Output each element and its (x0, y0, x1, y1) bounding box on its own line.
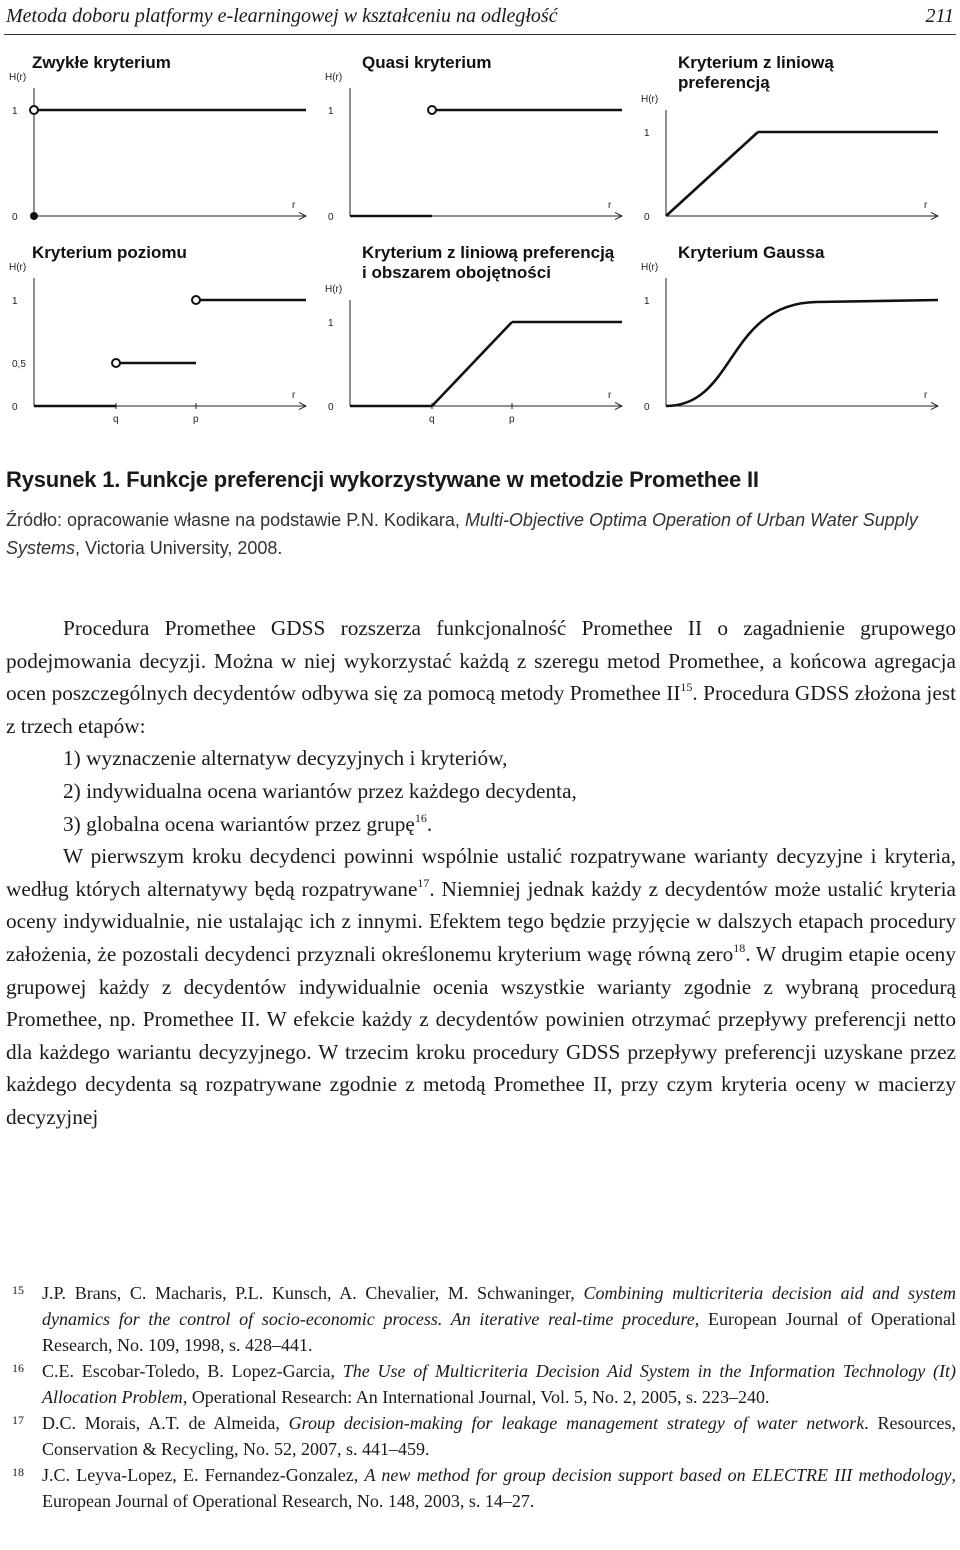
figure-panel (9, 53, 306, 223)
x-axis-label: r (608, 200, 612, 211)
source-prefix: Źródło: opracowanie własne na podstawie P.N. Kodikara, (6, 510, 465, 530)
footnote-text: . Resources, Conservation & Recycling, No. 52, 2007, s. 441–459. (42, 1413, 957, 1459)
figure-panel (641, 53, 938, 223)
footnotes (6, 1280, 956, 1514)
y-axis-label: H(r) (9, 72, 27, 83)
figure-source (6, 506, 956, 562)
paragraph-2 (6, 840, 956, 1133)
footnote-ref-17[interactable]: 17 (417, 875, 430, 890)
panel-title: Kryterium z liniową (678, 53, 834, 72)
y-tick-label: 0 (328, 402, 334, 413)
list-item: 2) indywidualna ocena wariantów przez każdego decydenta, (63, 778, 577, 803)
panel-title: Kryterium z liniową preferencją (362, 243, 615, 262)
y-tick-label: 0 (12, 212, 18, 223)
running-head (6, 4, 954, 28)
x-axis-label: r (608, 390, 612, 401)
y-tick-label: 1 (12, 106, 18, 117)
x-axis-label: r (292, 390, 296, 401)
panel-title: Kryterium poziomu (32, 243, 187, 262)
figure-caption: Rysunek 1. Funkcje preferencji wykorzystywane w metodzie Promethee II (6, 467, 759, 492)
figure-panel (641, 243, 938, 413)
footnote-text: J.P. Brans, C. Macharis, P.L. Kunsch, A. Chevalier, M. Schwaninger, (42, 1283, 584, 1303)
paragraph-2-text-a: W pierwszym kroku decydenci powinni wspólnie ustalić rozpatrywane warianty decyzyjne i kryteria, według których alternatywy będą rozpatrywane (6, 844, 956, 901)
footnote-number: 16 (12, 1361, 24, 1375)
y-tick-label: 1 (644, 128, 650, 139)
y-tick-label: 1 (328, 318, 334, 329)
y-tick-label: 0 (12, 402, 18, 413)
panel-title: Kryterium Gaussa (678, 243, 825, 262)
footnote-number: 18 (12, 1465, 24, 1479)
y-axis-label: H(r) (325, 72, 343, 83)
y-tick-label: 1 (12, 296, 18, 307)
paragraph-1 (6, 612, 956, 742)
figure-panel (9, 243, 306, 425)
figure-panel (325, 53, 622, 223)
source-suffix: , Victoria University, 2008. (75, 538, 283, 558)
y-axis-label: H(r) (641, 262, 659, 273)
function-curve (666, 300, 938, 406)
panel-title: preferencją (678, 73, 770, 92)
footnote-text: D.C. Morais, A.T. de Almeida, (42, 1413, 289, 1433)
footnote-15 (6, 1280, 956, 1358)
body-text (6, 612, 956, 1134)
y-axis-label: H(r) (9, 262, 27, 273)
y-tick-label: 0 (328, 212, 334, 223)
page-number: 211 (925, 5, 954, 27)
x-tick-label: p (193, 414, 199, 425)
footnote-number: 17 (12, 1413, 24, 1427)
list-item-text: 3) globalna ocena wariantów przez grupę (63, 811, 415, 836)
source-title: Multi-Objective Optima Operation of Urban Water Supply Systems (6, 510, 918, 558)
x-axis-label: r (292, 200, 296, 211)
y-tick-label: 0,5 (12, 359, 26, 370)
running-head-title: Metoda doboru platformy e-learningowej w kształceniu na odległość (6, 5, 558, 27)
footnote-ref-15[interactable]: 15 (680, 680, 693, 695)
y-axis-label: H(r) (641, 94, 659, 105)
x-tick-label: q (113, 414, 119, 425)
panel-title: Zwykłe kryterium (32, 53, 171, 72)
preference-functions-figure (6, 46, 954, 426)
list-item-end: . (426, 811, 433, 836)
footnote-title: Group decision-making for leakage management strategy of water network (288, 1413, 865, 1433)
footnote-ref-16[interactable]: 16 (414, 810, 427, 825)
footnote-16 (6, 1358, 956, 1410)
footnote-text: C.E. Escobar-Toledo, B. Lopez-Garcia, (42, 1361, 343, 1381)
function-line (666, 132, 758, 216)
footnote-ref-18[interactable]: 18 (733, 940, 746, 955)
paragraph-2-text-c: . W drugim etapie oceny grupowej każdy z decydentów indywidualnie ocenia wszystkie warianty zgodnie z wybraną procedurą Promethee, np. Promethee II. W efekcie każdy z decydentów powinien otrzymać przepływy preferencji netto dla każdego wariantu decyzyjnego. W trzecim kroku procedury GDSS przepływy preferencji uzyskane przez każdego decydenta są rozpatrywane zgodnie z metodą Promethee II, przy czym kryteria oceny w macierzy decyzyjnej (6, 941, 956, 1129)
panel-title: i obszarem obojętności (362, 263, 551, 282)
footnote-text: , European Journal of Operational Research, No. 109, 1998, s. 428–441. (42, 1309, 956, 1355)
header-rule (4, 34, 956, 35)
closed-point (30, 212, 38, 220)
footnote-17 (6, 1410, 956, 1462)
footnote-text: , Operational Research: An International Journal, Vol. 5, No. 2, 2005, s. 223–240. (182, 1387, 770, 1407)
y-tick-label: 0 (644, 402, 650, 413)
paragraph-2-text-b: . Niemniej jednak każdy z decydentów może ustalić kryteria oceny indywidualnie, nie ustalając ich z innymi. Efektem tego będzie przyjęcie w dalszych etapach procedury założenia, że pozostali decydenci przyznali określonemu kryterium wagę równą zero (6, 876, 956, 966)
paragraph-1-text-a: Procedura Promethee GDSS rozszerza funkcjonalność Promethee II o zagadnienie grupowego podejmowania decyzji. Można w niej wykorzystać każdą z szeregu metod Promethee, a końcowa agregacja ocen poszczególnych decydentów odbywa się za pomocą metody Promethee II (6, 616, 956, 706)
list-item: 1) wyznaczenie alternatyw decyzyjnych i kryteriów, (63, 746, 508, 771)
footnote-title: A new method for group decision support based on ELECTRE III methodology (364, 1465, 952, 1485)
function-line (432, 322, 512, 406)
x-tick-label: p (509, 414, 515, 425)
open-point (30, 106, 38, 114)
footnote-text: , European Journal of Operational Research, No. 148, 2003, s. 14–27. (42, 1465, 956, 1511)
y-axis-label: H(r) (325, 284, 343, 295)
paragraph-1-text-b: . Procedura GDSS złożona jest z trzech etapów: (6, 681, 956, 738)
x-axis-label: r (924, 390, 928, 401)
footnote-title: The Use of Multicriteria Decision Aid System in the Information Technology (It) Allocation Problem (42, 1361, 956, 1407)
footnote-title: Combining multicriteria decision aid and system dynamics for the control of socio-economic process. An iterative real-time procedure (42, 1283, 956, 1329)
figure-panel (325, 243, 622, 425)
x-axis-label: r (924, 200, 928, 211)
footnote-number: 15 (12, 1283, 24, 1297)
y-tick-label: 1 (328, 106, 334, 117)
panel-title: Quasi kryterium (362, 53, 492, 72)
procedure-steps-list (6, 742, 956, 840)
x-tick-label: q (429, 414, 435, 425)
footnote-18 (6, 1462, 956, 1514)
open-point (112, 359, 120, 367)
open-point (192, 296, 200, 304)
open-point (428, 106, 436, 114)
list-item (63, 808, 956, 841)
y-tick-label: 1 (644, 296, 650, 307)
y-tick-label: 0 (644, 212, 650, 223)
footnote-text: J.C. Leyva-Lopez, E. Fernandez-Gonzalez, (42, 1465, 365, 1485)
